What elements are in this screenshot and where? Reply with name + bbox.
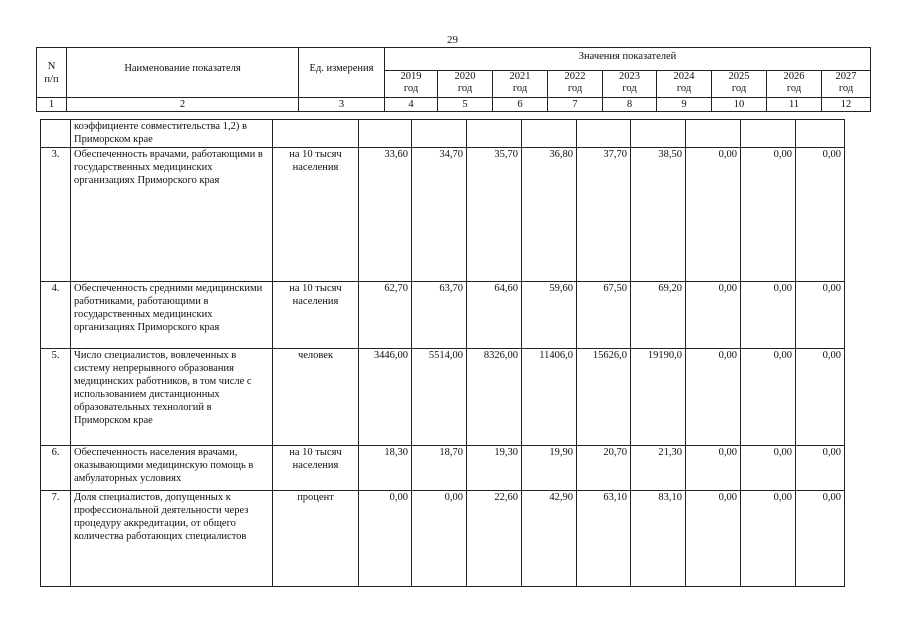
indicator-name: Число специалистов, вовлеченных в систему непрерывного образования медицинских работников, в том числе с использованием дистанционных образовательных технологий в Приморском крае <box>71 349 273 446</box>
header-values-label: Значения показателей <box>578 51 677 62</box>
unit-of-measure <box>273 120 359 148</box>
header-year: 2023 <box>619 71 640 82</box>
header-year: 2024 <box>673 71 695 82</box>
column-number: 4 <box>385 98 438 112</box>
indicator-value: 19,90 <box>522 446 577 491</box>
indicator-value: 38,50 <box>631 148 686 282</box>
indicator-value: 0,00 <box>741 491 796 587</box>
indicator-value: 18,70 <box>412 446 467 491</box>
header-year-unit: год <box>838 83 854 94</box>
indicator-value: 0,00 <box>796 349 845 446</box>
indicator-value <box>741 120 796 148</box>
header-year: 2025 <box>728 71 750 82</box>
header-year-unit: год <box>731 83 747 94</box>
unit-of-measure: на 10 тысяч населения <box>273 446 359 491</box>
column-number: 7 <box>548 98 603 112</box>
indicator-value: 0,00 <box>686 349 741 446</box>
table-row <box>41 148 845 282</box>
column-number: 2 <box>67 98 299 112</box>
header-num-cell <box>37 48 67 98</box>
indicator-value: 0,00 <box>741 148 796 282</box>
indicator-value: 20,70 <box>577 446 631 491</box>
indicator-value <box>686 120 741 148</box>
indicators-table <box>40 119 845 587</box>
header-year: 2022 <box>564 71 586 82</box>
column-number: 8 <box>603 98 657 112</box>
indicator-value: 8326,00 <box>467 349 522 446</box>
indicator-value: 19190,0 <box>631 349 686 446</box>
header-num-label-2: п/п <box>44 74 59 85</box>
indicator-value: 11406,0 <box>522 349 577 446</box>
indicator-value: 63,70 <box>412 282 467 349</box>
column-number: 1 <box>37 98 67 112</box>
header-year-unit: год <box>622 83 637 94</box>
indicator-value <box>577 120 631 148</box>
header-year-cell <box>767 71 822 98</box>
table-row <box>41 349 845 446</box>
header-year-unit: год <box>457 83 473 94</box>
header-num-label: N <box>47 61 56 72</box>
header-year: 2019 <box>400 71 422 82</box>
indicator-value: 0,00 <box>412 491 467 587</box>
unit-of-measure: человек <box>273 349 359 446</box>
page-number: 29 <box>447 34 458 46</box>
header-unit-cell <box>299 48 385 98</box>
indicator-value: 33,60 <box>359 148 412 282</box>
indicator-value <box>467 120 522 148</box>
indicator-value: 62,70 <box>359 282 412 349</box>
indicator-value: 18,30 <box>359 446 412 491</box>
header-year-cell <box>822 71 871 98</box>
table-row <box>41 120 845 148</box>
indicator-value: 0,00 <box>741 446 796 491</box>
indicator-value <box>412 120 467 148</box>
indicator-value: 0,00 <box>741 349 796 446</box>
header-year-cell <box>438 71 493 98</box>
indicator-value: 0,00 <box>686 491 741 587</box>
indicator-value: 64,60 <box>467 282 522 349</box>
indicator-value: 22,60 <box>467 491 522 587</box>
row-number: 3. <box>41 148 71 282</box>
header-year-unit: год <box>567 83 583 94</box>
header-name-label: Наименование показателя <box>124 63 241 74</box>
header-year-unit: год <box>512 83 528 94</box>
column-number: 3 <box>299 98 385 112</box>
indicator-value: 0,00 <box>796 148 845 282</box>
indicator-value: 0,00 <box>686 446 741 491</box>
indicator-value: 19,30 <box>467 446 522 491</box>
indicator-value: 63,10 <box>577 491 631 587</box>
header-values-cell <box>385 48 871 71</box>
header-year-cell <box>493 71 548 98</box>
column-number: 5 <box>438 98 493 112</box>
indicator-value: 35,70 <box>467 148 522 282</box>
header-year-unit: год <box>403 83 419 94</box>
header-year: 2021 <box>509 71 531 82</box>
indicator-value: 3446,00 <box>359 349 412 446</box>
header-year-cell <box>548 71 603 98</box>
indicator-value: 42,90 <box>522 491 577 587</box>
unit-of-measure: на 10 тысяч населения <box>273 148 359 282</box>
header-name-cell <box>67 48 299 98</box>
indicator-value: 37,70 <box>577 148 631 282</box>
header-unit-label: Ед. измерения <box>309 63 374 74</box>
header-year-unit: год <box>786 83 802 94</box>
header-year-cell <box>712 71 767 98</box>
header-year-unit: год <box>676 83 692 94</box>
column-number: 12 <box>822 98 871 112</box>
indicator-value: 0,00 <box>359 491 412 587</box>
indicator-value: 0,00 <box>686 148 741 282</box>
indicator-value <box>631 120 686 148</box>
indicator-value: 67,50 <box>577 282 631 349</box>
indicator-value: 15626,0 <box>577 349 631 446</box>
indicator-name: Обеспеченность врачами, работающими в государственных медицинских организациях Приморского края <box>71 148 273 282</box>
unit-of-measure: процент <box>273 491 359 587</box>
row-number: 7. <box>41 491 71 587</box>
indicator-value: 0,00 <box>741 282 796 349</box>
header-year: 2026 <box>783 71 805 82</box>
indicator-value: 0,00 <box>686 282 741 349</box>
row-number: 4. <box>41 282 71 349</box>
column-number: 11 <box>767 98 822 112</box>
indicator-value: 83,10 <box>631 491 686 587</box>
header-year: 2020 <box>454 71 476 82</box>
indicator-value: 69,20 <box>631 282 686 349</box>
row-number: 5. <box>41 349 71 446</box>
indicator-value: 21,30 <box>631 446 686 491</box>
indicator-value: 59,60 <box>522 282 577 349</box>
column-number: 6 <box>493 98 548 112</box>
column-number: 9 <box>657 98 712 112</box>
indicator-value: 34,70 <box>412 148 467 282</box>
indicator-value: 0,00 <box>796 446 845 491</box>
table-header <box>36 47 871 112</box>
indicator-value: 36,80 <box>522 148 577 282</box>
row-number: 6. <box>41 446 71 491</box>
header-year-cell <box>603 71 657 98</box>
indicator-value <box>359 120 412 148</box>
header-year: 2027 <box>835 71 857 82</box>
indicator-value: 5514,00 <box>412 349 467 446</box>
table-row <box>41 491 845 587</box>
indicator-value: 0,00 <box>796 491 845 587</box>
indicator-name: Обеспеченность населения врачами, оказывающими медицинскую помощь в амбулаторных условиях <box>71 446 273 491</box>
table-row <box>41 446 845 491</box>
indicator-value: 0,00 <box>796 282 845 349</box>
column-number: 10 <box>712 98 767 112</box>
row-number <box>41 120 71 148</box>
indicator-name: Обеспеченность средними медицинскими работниками, работающими в государственных медицинских организациях Приморского края <box>71 282 273 349</box>
indicator-name: Доля специалистов, допущенных к профессиональной деятельности через процедуру аккредитации, от общего количества работающих специалистов <box>71 491 273 587</box>
header-year-cell <box>385 71 438 98</box>
header-year-cell <box>657 71 712 98</box>
indicator-name: коэффициенте совместительства 1,2) в Приморском крае <box>71 120 273 148</box>
table-row <box>41 282 845 349</box>
unit-of-measure: на 10 тысяч населения <box>273 282 359 349</box>
indicator-value <box>796 120 845 148</box>
indicator-value <box>522 120 577 148</box>
